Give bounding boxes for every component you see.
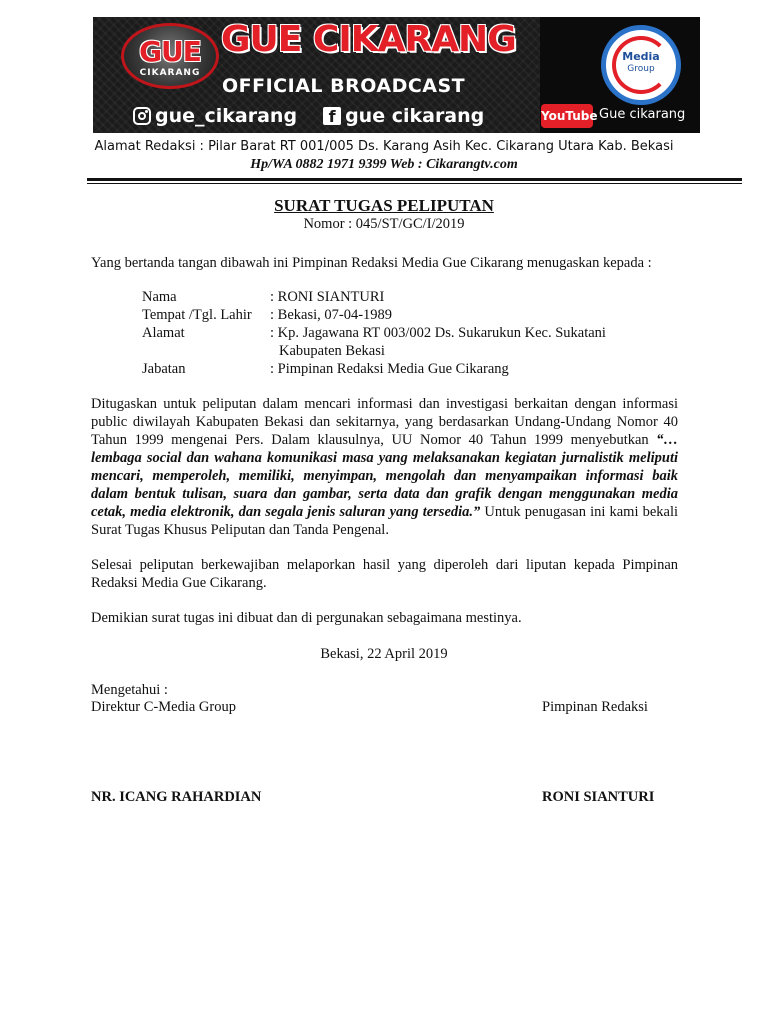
- law-quote: “…lembaga social dan wahana komunikasi masa yang melaksanakan kegiatan jurnalistik meliputi mencari, memperoleh, memiliki, menyimpan, mengolah dan menyampaikan informasi baik dalam bentuk tulisan, suara dan gambar, serta data dan grafik dengan menggunakan media cetak, media elektronik, dan segala jenis saluran yang tersedia.”: [91, 432, 678, 520]
- assignment-text: Ditugaskan untuk peliputan dalam mencari informasi dan investigasi berkaitan dengan informasi public diwilayah Kabupaten Bekasi dan sekitarnya, yang berdasarkan Undang-Undang Nomor 40 Tahun 1999 mengenai Pers. Dalam klausulnya, UU Nomor 40 Tahun 1999 menyebutkan: [91, 396, 678, 448]
- logo-subtext: CIKARANG: [139, 68, 201, 78]
- closing-paragraph: Demikian surat tugas ini dibuat dan di pergunakan sebagaimana mestinya.: [91, 610, 522, 626]
- social-handles: [133, 104, 484, 128]
- brand-title: GUE CIKARANG: [221, 19, 516, 60]
- director-title: Direktur C-Media Group: [91, 699, 236, 715]
- header-banner: [93, 17, 700, 133]
- c-media-group-logo: [601, 25, 681, 105]
- editorial-address: Alamat Redaksi : Pilar Barat RT 001/005 Ds. Karang Asih Kec. Cikarang Utara Kab. Bekasi: [94, 139, 674, 154]
- field-label-birth: Tempat /Tgl. Lahir: [142, 307, 252, 323]
- instagram-handle: gue_cikarang: [155, 105, 298, 127]
- place-date: Bekasi, 22 April 2019: [320, 646, 448, 662]
- youtube-channel-name: Gue cikarang: [599, 107, 686, 122]
- field-value-address: : Kp. Jagawana RT 003/002 Ds. Sukarukun Kec. Sukatani: [270, 325, 606, 341]
- letter-number: Nomor : 045/ST/GC/I/2019: [303, 216, 465, 232]
- assignment-paragraph: [91, 395, 678, 539]
- gue-cikarang-logo: [121, 23, 219, 89]
- chief-editor-name: RONI SIANTURI: [542, 789, 655, 805]
- field-value-address-cont: Kabupaten Bekasi: [279, 343, 385, 359]
- acknowledged-label: Mengetahui :: [91, 682, 168, 698]
- brand-subtitle: OFFICIAL BROADCAST: [222, 75, 466, 97]
- intro-text: Yang bertanda tangan dibawah ini Pimpinan Redaksi Media Gue Cikarang menugaskan kepada :: [91, 255, 652, 271]
- field-label-name: Nama: [142, 289, 177, 305]
- letter-title: SURAT TUGAS PELIPUTAN: [274, 196, 494, 215]
- header-divider: [87, 178, 742, 181]
- field-label-position: Jabatan: [142, 361, 186, 377]
- group-logo-text: Group: [627, 64, 655, 74]
- chief-editor-title: Pimpinan Redaksi: [542, 699, 648, 715]
- reporting-paragraph: Selesai peliputan berkewajiban melaporkan hasil yang diperoleh dari liputan kepada Pimpinan Redaksi Media Gue Cikarang.: [91, 557, 678, 591]
- youtube-icon: YouTube: [541, 104, 593, 128]
- field-value-name: : RONI SIANTURI: [270, 289, 385, 305]
- contact-line: Hp/WA 0882 1971 9399 Web : Cikarangtv.com: [250, 157, 518, 172]
- header-divider-thin: [87, 183, 742, 184]
- facebook-icon: f: [323, 107, 341, 125]
- field-label-address: Alamat: [142, 325, 185, 341]
- facebook-handle: gue cikarang: [345, 105, 485, 127]
- logo-word: GUE: [139, 35, 201, 68]
- media-logo-text: Media: [622, 50, 660, 63]
- field-value-position: : Pimpinan Redaksi Media Gue Cikarang: [270, 361, 509, 377]
- assignment-closing: Untuk penugasan ini kami bekali Surat Tugas Khusus Peliputan dan Tanda Pengenal.: [91, 504, 678, 538]
- field-value-birth: : Bekasi, 07-04-1989: [270, 307, 393, 323]
- director-name: NR. ICANG RAHARDIAN: [91, 789, 262, 805]
- instagram-icon: [133, 107, 151, 125]
